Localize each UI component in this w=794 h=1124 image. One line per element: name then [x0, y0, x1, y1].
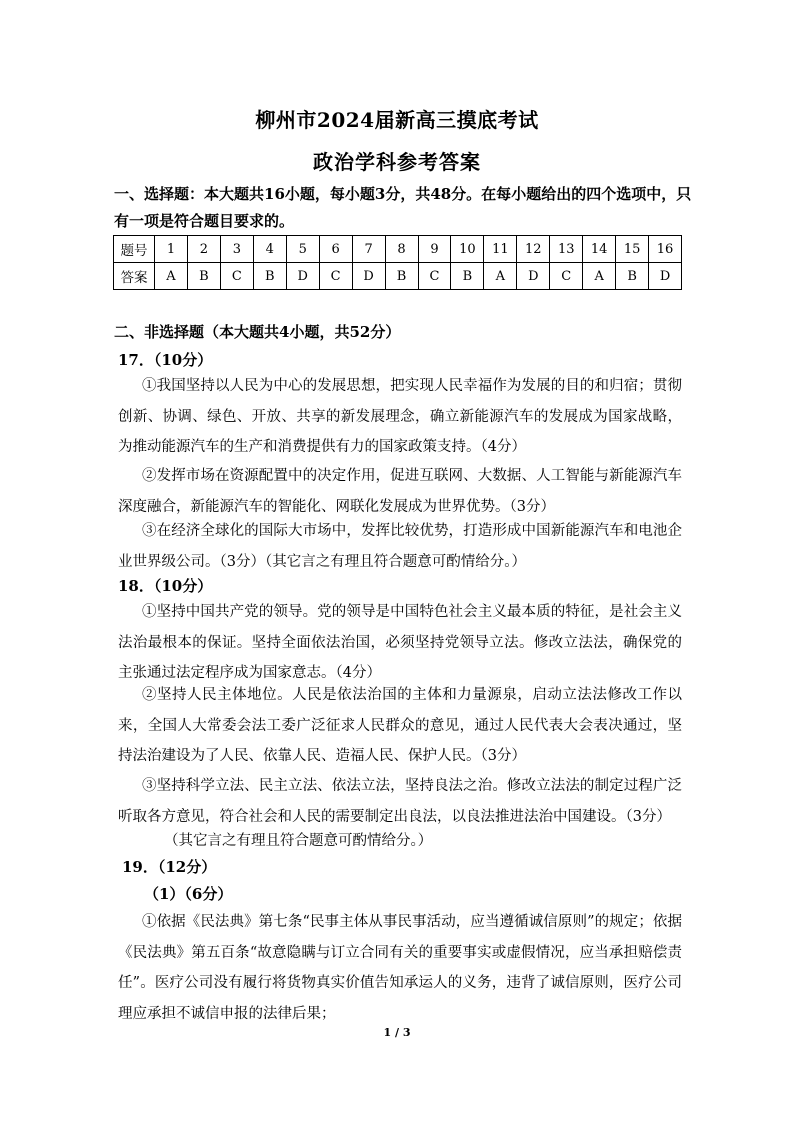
- table-cell: B: [385, 263, 418, 290]
- q19-sub1-heading: （1）（6分）: [144, 885, 233, 903]
- table-cell: A: [484, 263, 517, 290]
- table-cell: D: [649, 263, 682, 290]
- table-cell: 14: [583, 236, 616, 263]
- table-cell: D: [517, 263, 550, 290]
- table-cell: B: [451, 263, 484, 290]
- table-cell: B: [253, 263, 286, 290]
- page-title: 柳州市2024届新高三摸底考试: [255, 108, 539, 132]
- table-cell: C: [319, 263, 352, 290]
- row-label-number: 题号: [114, 236, 155, 263]
- table-cell: D: [352, 263, 385, 290]
- q18-point-1: ①坚持中国共产党的领导。党的领导是中国特色社会主义最本质的特征，是社会主义法治最根本的保证。坚持全面依法治国，必须坚持党领导立法。修改立法法，确保党的主张通过法定程序成为国家意志。（4分）: [118, 604, 682, 681]
- q17-heading: 17．（10分）: [118, 351, 213, 369]
- table-cell: 3: [220, 236, 253, 263]
- table-cell: 7: [352, 236, 385, 263]
- answer-table: [113, 235, 682, 290]
- table-cell: B: [616, 263, 649, 290]
- table-cell: 9: [418, 236, 451, 263]
- table-cell: D: [286, 263, 319, 290]
- table-cell: 5: [286, 236, 319, 263]
- q19-heading: 19．（12分）: [122, 858, 217, 876]
- q18-point-2: ②坚持人民主体地位。人民是依法治国的主体和力量源泉，启动立法法修改工作以来，全国人大常委会法工委广泛征求人民群众的意见，通过人民代表大会表决通过，坚持法治建设为了人民、依靠人民、造福人民、保护人民。（3分）: [118, 687, 682, 764]
- q18-heading: 18．（10分）: [118, 577, 213, 595]
- q18-point-3: ③坚持科学立法、民主立法、依法立法，坚持良法之治。修改立法法的制定过程广泛听取各方意见，符合社会和人民的需要制定出良法，以良法推进法治中国建设。（3分）: [118, 778, 682, 825]
- q17-point-3: ③在经济全球化的国际大市场中，发挥比较优势，打造形成中国新能源汽车和电池企业世界级公司。（3分）（其它言之有理且符合题意可酌情给分。）: [118, 523, 682, 570]
- page-number: 1 / 3: [383, 1026, 411, 1039]
- table-cell: A: [155, 263, 188, 290]
- row-label-answer: 答案: [114, 263, 155, 290]
- table-cell: 2: [187, 236, 220, 263]
- table-cell: 10: [451, 236, 484, 263]
- table-row-numbers: [114, 236, 682, 263]
- table-row-answers: [114, 263, 682, 290]
- table-cell: 8: [385, 236, 418, 263]
- table-cell: C: [550, 263, 583, 290]
- page-subtitle: 政治学科参考答案: [313, 150, 481, 174]
- table-cell: 12: [517, 236, 550, 263]
- q18-note: （其它言之有理且符合题意可酌情给分。）: [164, 833, 433, 849]
- table-cell: 13: [550, 236, 583, 263]
- table-cell: B: [187, 263, 220, 290]
- table-cell: A: [583, 263, 616, 290]
- q19-point-1: ①依据《民法典》第七条“民事主体从事民事活动，应当遵循诚信原则”的规定；依据《民法典》第五百条“故意隐瞒与订立合同有关的重要事实或虚假情况，应当承担赔偿责任”。医疗公司没有履行将货物真实价值告知承运人的义务，违背了诚信原则，医疗公司理应承担不诚信申报的法律后果；: [118, 914, 682, 1022]
- table-cell: 15: [616, 236, 649, 263]
- table-cell: 6: [319, 236, 352, 263]
- section1-heading: 一、选择题：本大题共16小题，每小题3分，共48分。在每小题给出的四个选项中，只有一项是符合题目要求的。: [114, 185, 692, 230]
- table-cell: C: [418, 263, 451, 290]
- section2-heading: 二、非选择题（本大题共4小题，共52分）: [114, 323, 401, 341]
- table-cell: 4: [253, 236, 286, 263]
- table-cell: C: [220, 263, 253, 290]
- table-cell: 1: [155, 236, 188, 263]
- q17-point-1: ①我国坚持以人民为中心的发展思想，把实现人民幸福作为发展的目的和归宿；贯彻创新、协调、绿色、开放、共享的新发展理念，确立新能源汽车的发展成为国家战略，为推动能源汽车的生产和消费提供有力的国家政策支持。（4分）: [118, 378, 682, 455]
- table-cell: 16: [649, 236, 682, 263]
- table-cell: 11: [484, 236, 517, 263]
- q17-point-2: ②发挥市场在资源配置中的决定作用，促进互联网、大数据、人工智能与新能源汽车深度融合，新能源汽车的智能化、网联化发展成为世界优势。（3分）: [118, 468, 682, 515]
